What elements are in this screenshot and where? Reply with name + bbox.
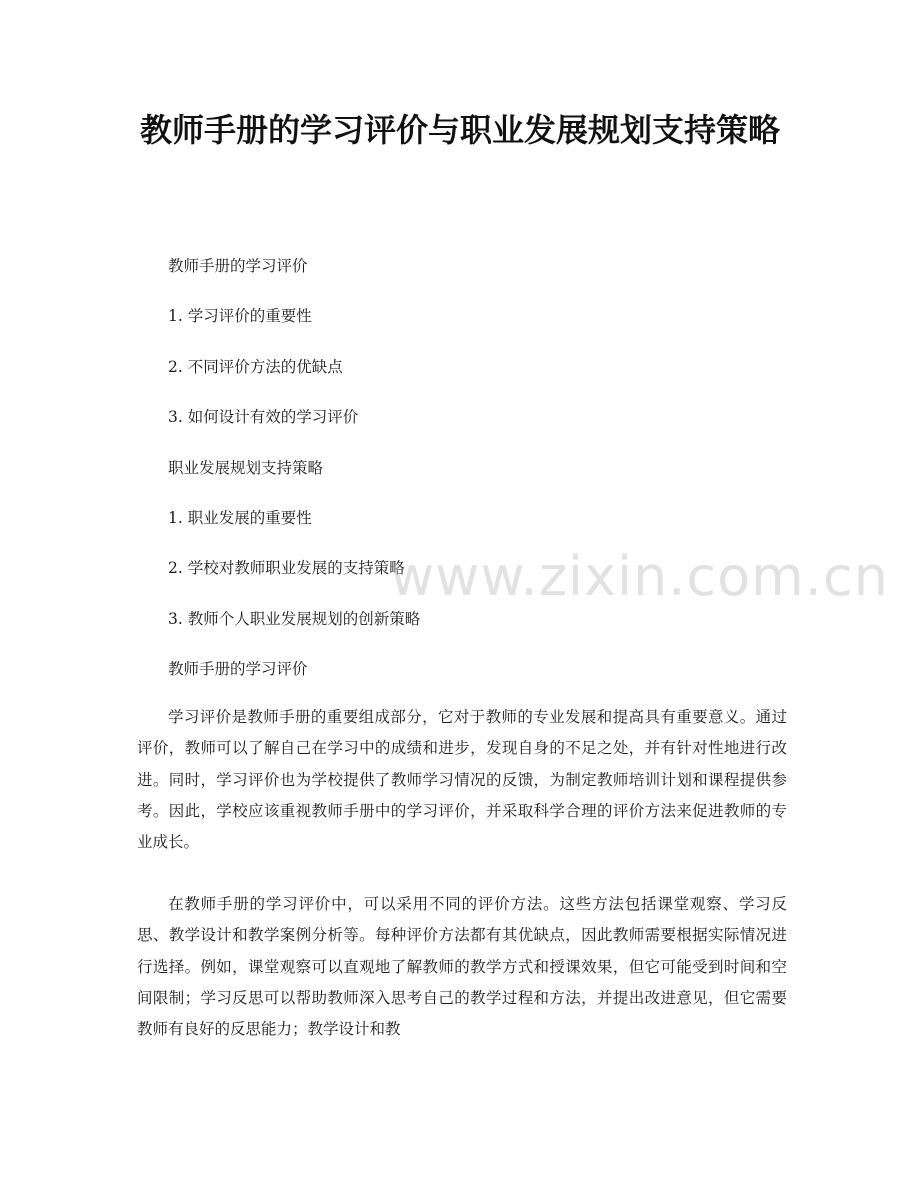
outline-heading: 教师手册的学习评价 xyxy=(168,257,308,275)
body-paragraph: 学习评价是教师手册的重要组成部分，它对于教师的专业发展和提高具有重要意义。通过评价，教师可以了解自己在学习中的成绩和进步，发现自身的不足之处，并有针对性地进行改进。同时，学习评价也为学校提供了教师学习情况的反馈，为制定教师培训计划和课程提供参考。因此，学校应该重视教师手册中的学习评价，并采取科学合理的评价方法来促进教师的专业成长。 xyxy=(137,708,787,852)
outline-list xyxy=(168,252,808,706)
body-paragraph: 在教师手册的学习评价中，可以采用不同的评价方法。这些方法包括课堂观察、学习反思、教学设计和教学案例分析等。每种评价方法都有其优缺点，因此教师需要根据实际情况进行选择。例如，课堂观察可以直观地了解教师的教学方式和授课效果，但它可能受到时间和空间限制；学习反思可以帮助教师深入思考自己的教学过程和方法，并提出改进意见，但它需要教师有良好的反思能力；教学设计和教 xyxy=(137,895,787,1039)
outline-item: 2. 学校对教师职业发展的支持策略 xyxy=(168,559,405,578)
outline-item: 1. 职业发展的重要性 xyxy=(168,508,312,527)
watermark: www.zixin.com.cn xyxy=(390,545,889,608)
outline-item: 3. 如何设计有效的学习评价 xyxy=(168,408,359,427)
outline-item: 3. 教师个人职业发展规划的创新策略 xyxy=(168,609,421,628)
outline-item: 2. 不同评价方法的优缺点 xyxy=(168,357,343,376)
outline-heading: 职业发展规划支持策略 xyxy=(168,458,324,477)
section-heading: 教师手册的学习评价 xyxy=(168,660,308,679)
outline-item: 1. 学习评价的重要性 xyxy=(168,307,312,326)
document-title: 教师手册的学习评价与职业发展规划支持策略 xyxy=(139,111,780,149)
